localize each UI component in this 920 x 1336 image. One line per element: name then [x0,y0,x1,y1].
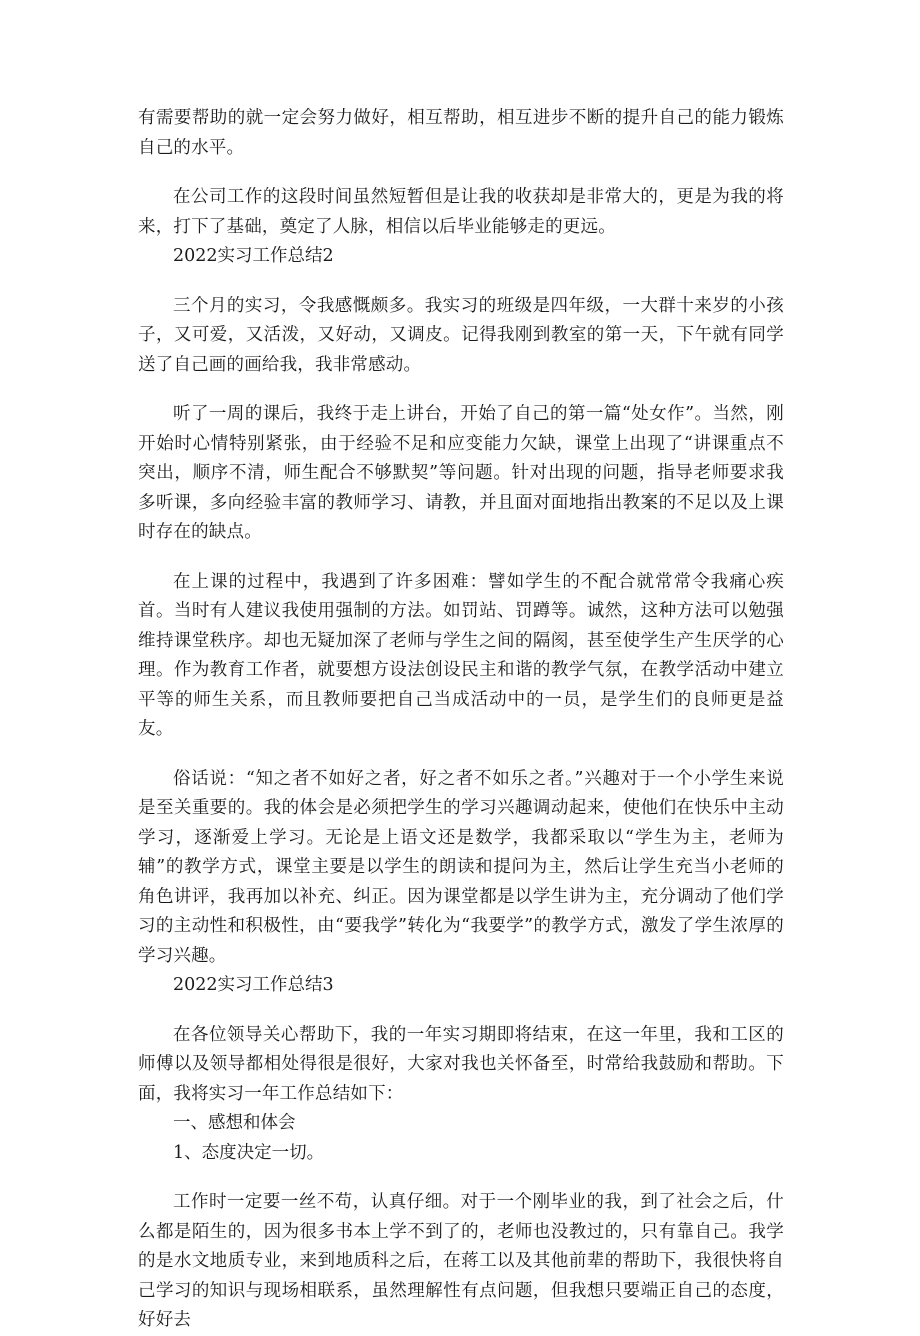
paragraph-difficulties: 在上课的过程中，我遇到了许多困难：譬如学生的不配合就常常令我痛心疾首。当时有人建议我使用强制的方法。如罚站、罚蹲等。诚然，这种方法可以勉强维持课堂秩序。却也无疑加深了老师与学生之间的隔阂，甚至使学生产生厌学的心理。作为教育工作者，就要想方设法创设民主和谐的教学气氛，在教学活动中建立平等的师生关系，而且教师要把自己当成活动中的一员，是学生们的良师更是益友。 [138,571,784,739]
subheading-attitude: 1、态度决定一切。 [173,1142,325,1163]
document-page [138,104,784,1336]
subheading-thoughts: 一、感想和体会 [173,1113,296,1133]
section-heading-summary-3: 2022实习工作总结3 [173,975,334,995]
paragraph-company-work: 在公司工作的这段时间虽然短暂但是让我的收获却是非常大的，更是为我的将来，打下了基础，奠定了人脉，相信以后毕业能够走的更远。 [138,187,784,237]
paragraph-continued: 有需要帮助的就一定会努力做好，相互帮助，相互进步不断的提升自己的能力锻炼自己的水平。 [138,108,784,158]
section-heading-summary-2: 2022实习工作总结2 [173,246,334,266]
paragraph-interest: 俗话说：“知之者不如好之者，好之者不如乐之者。”兴趣对于一个小学生来说是至关重要的。我的体会是必须把学生的学习兴趣调动起来，使他们在快乐中主动学习，逐渐爱上学习。无论是上语文还是数学，我都采取以“学生为主，老师为辅”的教学方式，课堂主要是以学生的朗读和提问为主，然后让学生充当小老师的角色讲评，我再加以补充、纠正。因为课堂都是以学生讲为主，充分调动了他们学习的主动性和积极性，由“要我学”转化为“我要学”的教学方式，激发了学生浓厚的学习兴趣。 [138,768,784,966]
paragraph-work-careful: 工作时一定要一丝不苟，认真仔细。对于一个刚毕业的我，到了社会之后，什么都是陌生的，因为很多书本上学不到了的，老师也没教过的，只有靠自己。我学的是水文地质专业，来到地质科之后，在蒋工以及其他前辈的帮助下，我很快将自己学习的知识与现场相联系，虽然理解性有点问题，但我想只要端正自己的态度，好好去 [138,1192,784,1330]
paragraph-one-year: 在各位领导关心帮助下，我的一年实习期即将结束，在这一年里，我和工区的师傅以及领导都相处得很是很好，大家对我也关怀备至，时常给我鼓励和帮助。下面，我将实习一年工作总结如下： [138,1024,784,1104]
paragraph-first-lesson: 听了一周的课后，我终于走上讲台，开始了自己的第一篇“处女作”。当然，刚开始时心情特别紧张，由于经验不足和应变能力欠缺，课堂上出现了“讲课重点不突出，顺序不清，师生配合不够默契”等问题。针对出现的问题，指导老师要求我多听课，多向经验丰富的教师学习、请教，并且面对面地指出教案的不足以及上课时存在的缺点。 [138,404,784,542]
paragraph-three-months: 三个月的实习，令我感慨颇多。我实习的班级是四年级，一大群十来岁的小孩子，又可爱，又活泼，又好动，又调皮。记得我刚到教室的第一天，下午就有同学送了自己画的画给我，我非常感动。 [138,295,784,375]
